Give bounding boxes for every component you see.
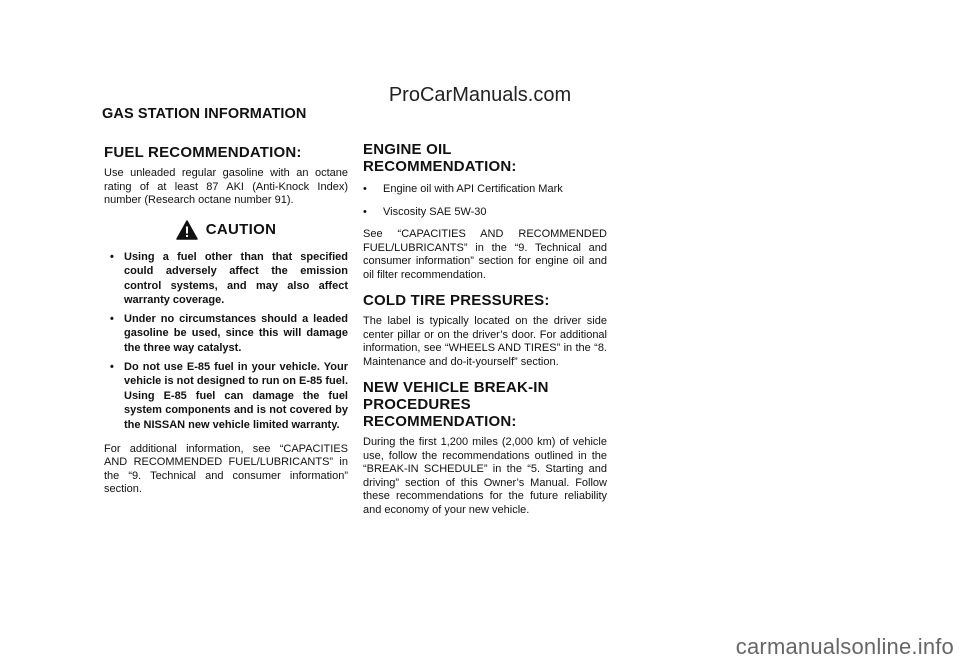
left-column <box>104 144 348 497</box>
caution-item <box>104 360 348 433</box>
oil-item <box>363 183 607 197</box>
bullet: • <box>110 250 114 263</box>
bullet: • <box>110 360 114 373</box>
caution-item <box>104 250 348 308</box>
tire-text: The label is typically located on the driver side center pillar or on the driver’s door. For additional information, see “WHEELS AND TIRES” in the “8. Maintenance and do-it-yourself” section. <box>363 315 607 368</box>
fuel-text: Use unleaded regular gasoline with an octane rating of at least 87 AKI (Anti-Knock Index) number (Research octane number 91). <box>104 167 348 206</box>
oil-item <box>363 206 607 220</box>
watermark-top: ProCarManuals.com <box>388 84 572 106</box>
additional-info-text: For additional information, see “CAPACITIES AND RECOMMENDED FUEL/LUBRICANTS” in the “9. Technical and consumer information” section. <box>104 442 348 496</box>
caution-item-text: Under no circumstances should a leaded gasoline be used, since this will damage the three way catalyst. <box>124 312 348 355</box>
oil-heading: ENGINE OIL RECOMMENDATION: <box>363 141 517 175</box>
breakin-heading: NEW VEHICLE BREAK-IN PROCEDURES RECOMMENDATION: <box>363 379 549 430</box>
bullet: • <box>363 183 367 195</box>
bullet: • <box>110 312 114 325</box>
oil-item-text: Viscosity SAE 5W-30 <box>383 205 487 218</box>
caution-item <box>104 312 348 356</box>
oil-item-text: Engine oil with API Certification Mark <box>383 183 563 195</box>
tire-heading: COLD TIRE PRESSURES: <box>363 292 550 309</box>
bullet: • <box>363 205 367 218</box>
breakin-text: During the first 1,200 miles (2,000 km) of vehicle use, follow the recommendations outlined in the “BREAK-IN SCHEDULE” in the “5. Starting and driving” section of this Owner’s Manual. Follow these recommendations for the future reliability and economy of your new vehicle. <box>363 436 607 516</box>
oil-list <box>363 183 607 219</box>
section-title: GAS STATION INFORMATION <box>102 106 307 122</box>
fuel-heading: FUEL RECOMMENDATION: <box>104 144 302 161</box>
oil-text: See “CAPACITIES AND RECOMMENDED FUEL/LUBRICANTS” in the “9. Technical and consumer information” section for engine oil and oil filter recommendation. <box>363 228 607 281</box>
caution-label: CAUTION <box>205 221 277 238</box>
caution-list <box>104 250 348 433</box>
warning-icon <box>176 220 198 240</box>
caution-header <box>104 218 348 242</box>
caution-item-text: Do not use E-85 fuel in your vehicle. Your vehicle is not designed to run on E-85 fuel. Using E-85 fuel can damage the fuel system components and is not covered by the NISSAN new vehicle limited warranty. <box>124 360 348 432</box>
right-column <box>363 141 607 517</box>
watermark-bottom: carmanualsonline.info <box>735 634 954 659</box>
caution-item-text: Using a fuel other than that specified could adversely affect the emission control systems, and may also affect warranty coverage. <box>124 250 348 307</box>
